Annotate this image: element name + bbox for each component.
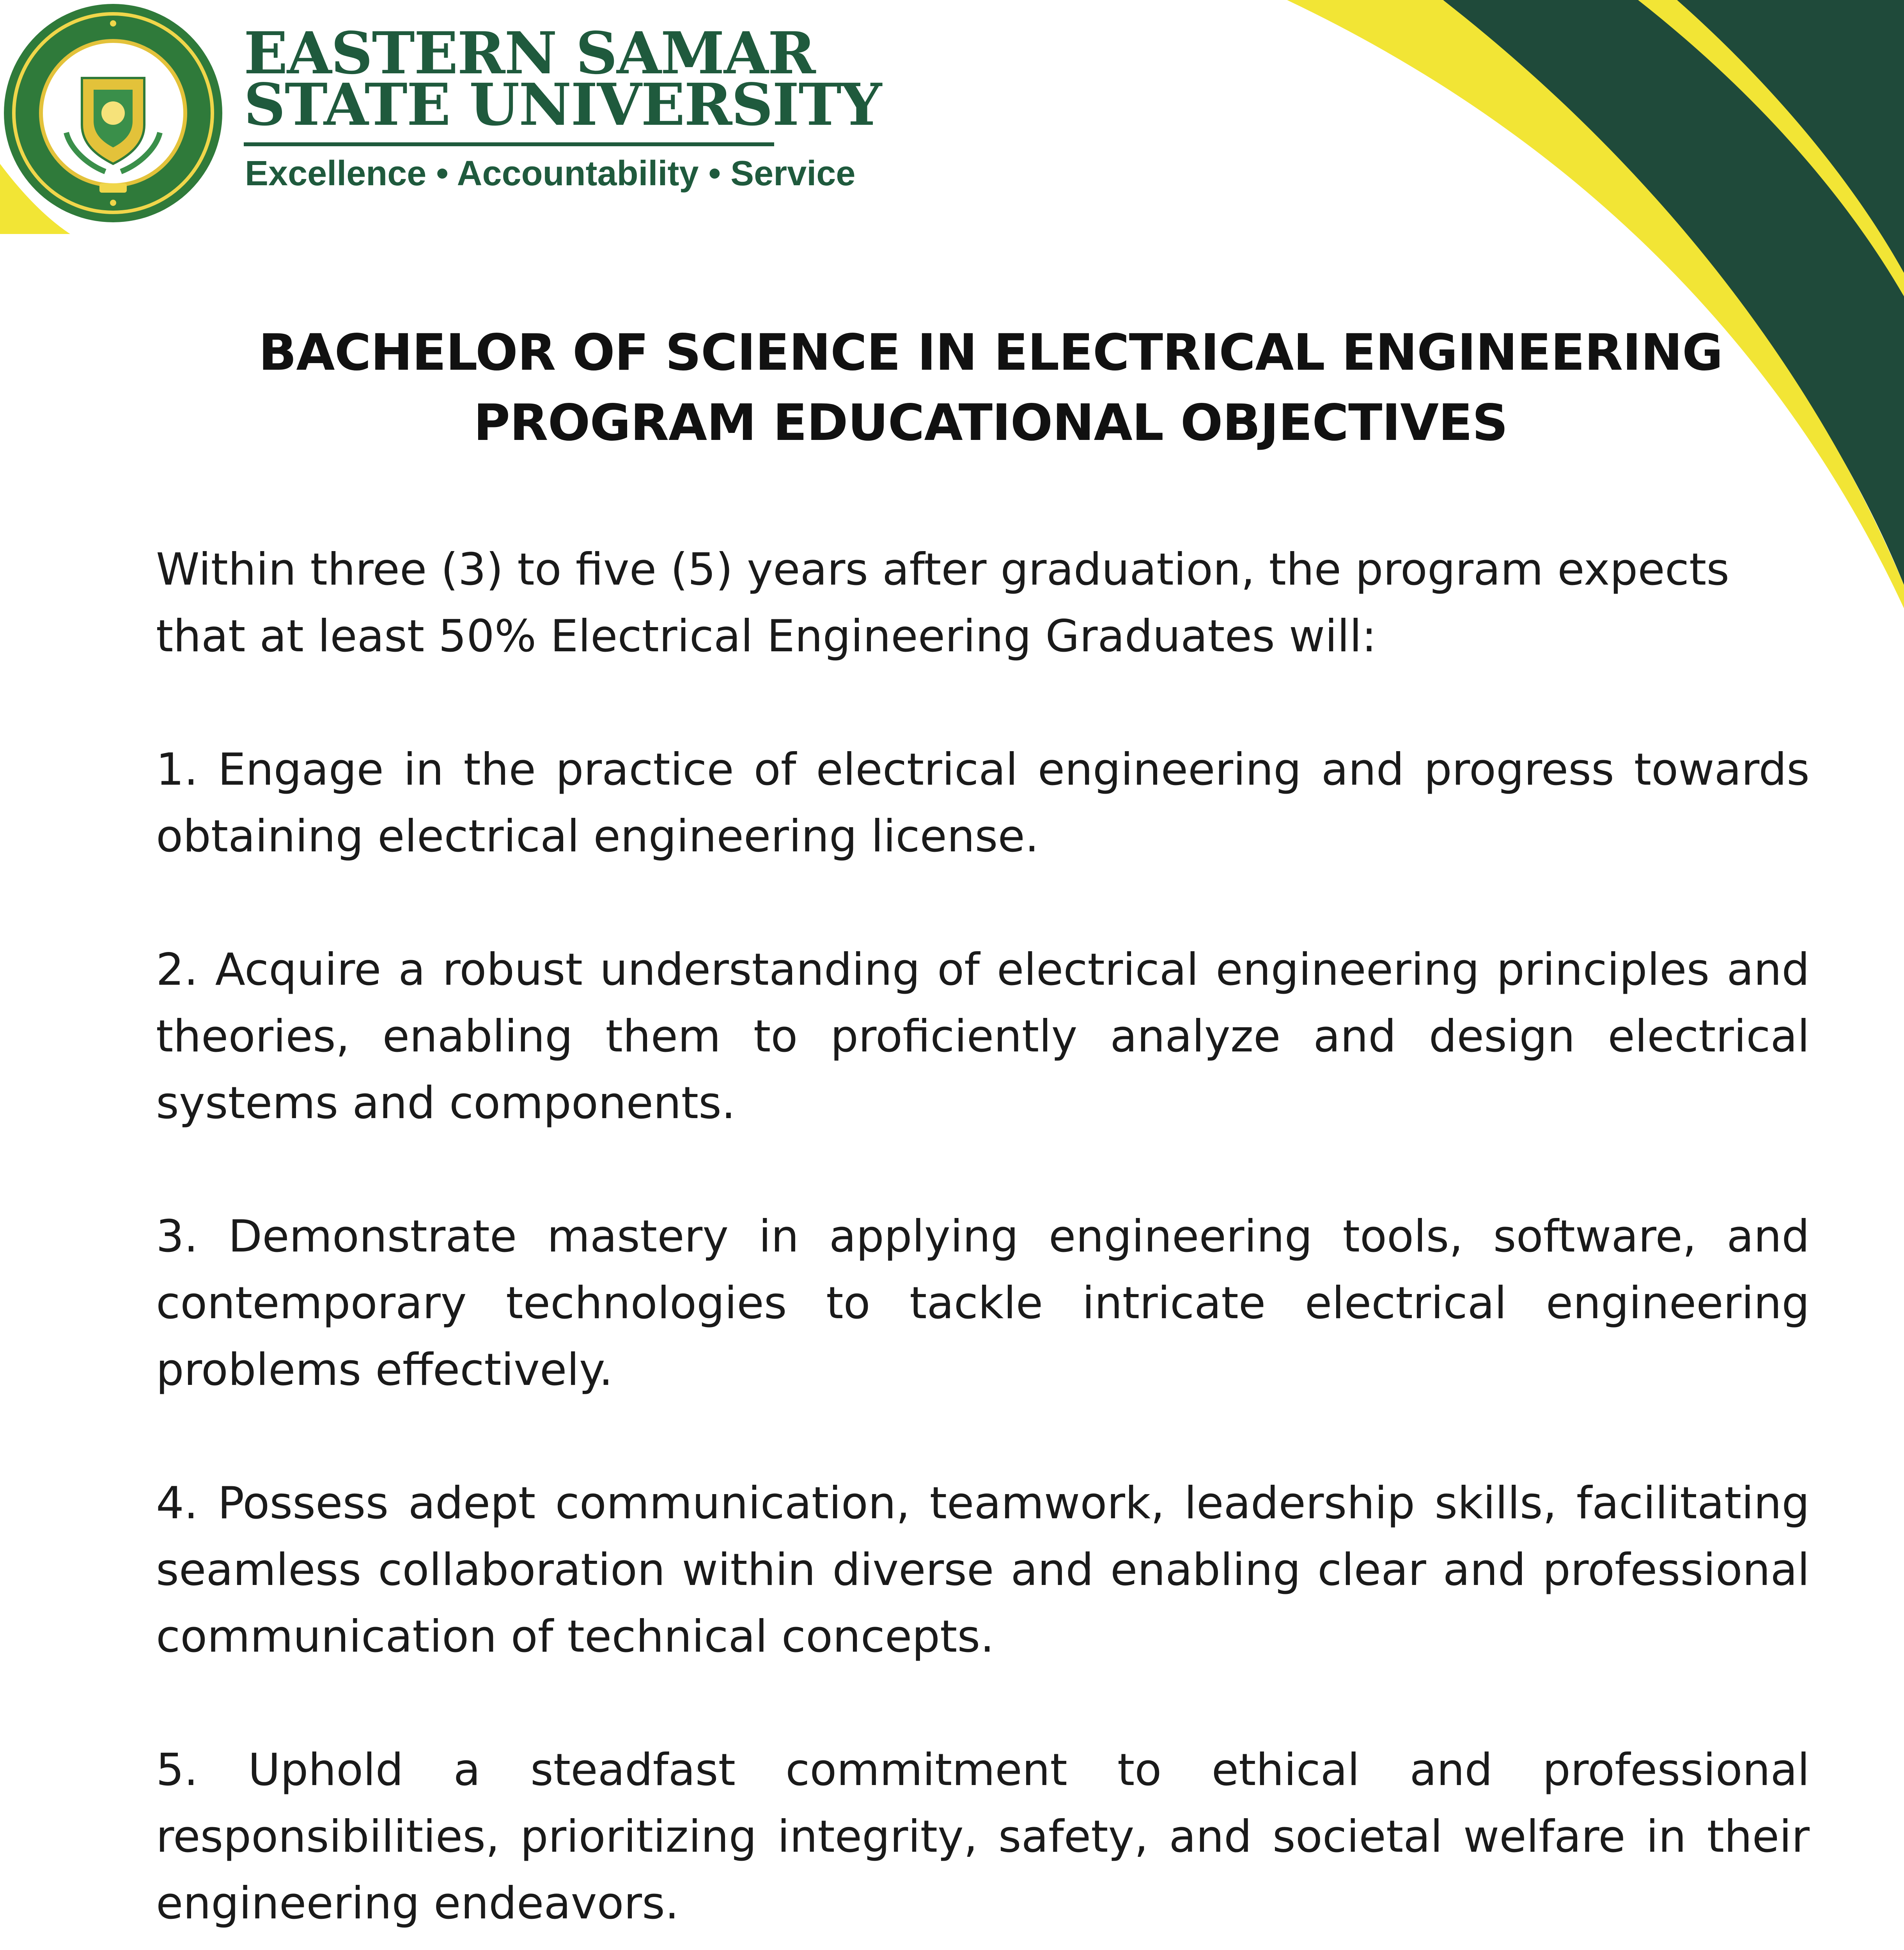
objectives-body xyxy=(156,536,1810,1950)
title-line2: PROGRAM EDUCATIONAL OBJECTIVES xyxy=(473,394,1508,452)
objective-item: 4. Possess adept communication, teamwork, leadership skills, facilitating seamless collaboration within diverse and enabling clear and professional communication of technical concepts. xyxy=(156,1477,1810,1662)
objective-item: 5. Uphold a steadfast commitment to ethical and professional responsibilities, prioritizing integrity, safety, and societal welfare in their engineering endeavors. xyxy=(156,1744,1810,1929)
header-divider xyxy=(244,142,774,146)
objective-item: 2. Acquire a robust understanding of electrical engineering principles and theories, enabling them to proficiently analyze and design electrical systems and components. xyxy=(156,944,1810,1129)
university-seal-icon xyxy=(0,0,226,226)
university-motto: Excellence • Accountability • Service xyxy=(245,154,856,193)
university-name xyxy=(244,19,881,138)
university-name-line1: EASTERN SAMAR xyxy=(244,19,815,87)
university-name-line2: STATE UNIVERSITY xyxy=(244,71,881,138)
title-line1: BACHELOR OF SCIENCE IN ELECTRICAL ENGINEERING xyxy=(258,324,1723,382)
university-header xyxy=(0,0,881,234)
objective-item: 3. Demonstrate mastery in applying engineering tools, software, and contemporary technologies to tackle intricate electrical engineering problems effectively. xyxy=(156,1211,1810,1395)
intro-paragraph: Within three (3) to five (5) years after graduation, the program expects that at least 50% Electrical Engineering Graduates will: xyxy=(156,544,1730,662)
objective-item: 1. Engage in the practice of electrical engineering and progress towards obtaining electrical engineering license. xyxy=(156,744,1810,862)
document-title xyxy=(156,318,1825,458)
